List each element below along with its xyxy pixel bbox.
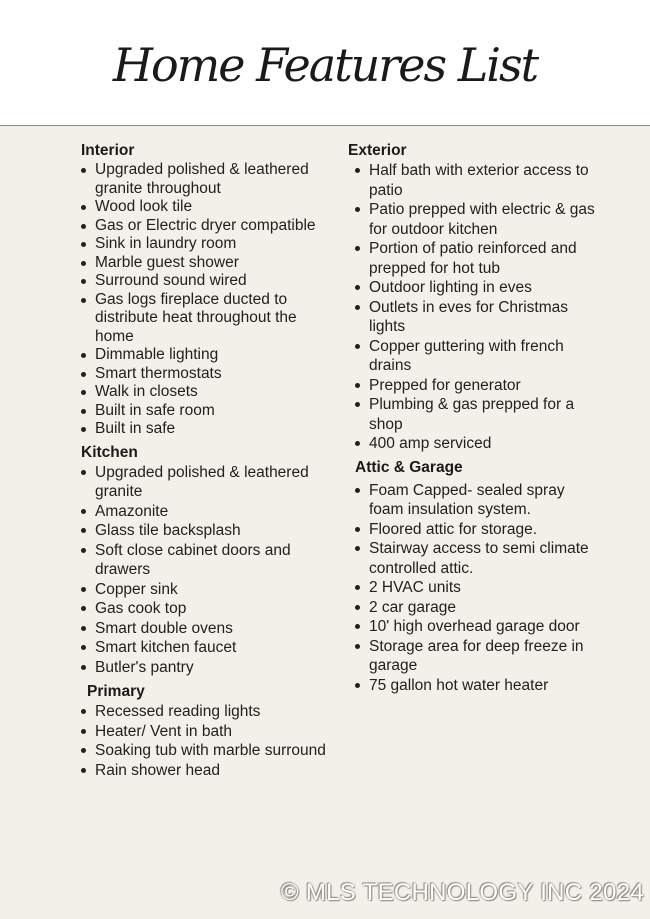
list-item: Amazonite — [81, 502, 331, 522]
list-item: 2 car garage — [355, 598, 598, 618]
kitchen-list — [81, 463, 331, 678]
list-item: 2 HVAC units — [355, 578, 598, 598]
section-title-primary: Primary — [87, 683, 145, 700]
list-item: Gas or Electric dryer compatible — [81, 217, 331, 236]
list-item: Copper sink — [81, 580, 331, 600]
list-item: Smart kitchen faucet — [81, 638, 331, 658]
list-item: Floored attic for storage. — [355, 520, 598, 540]
page-header — [0, 0, 650, 126]
exterior-list — [355, 161, 598, 454]
list-item: Recessed reading lights — [81, 702, 331, 722]
list-item: Stairway access to semi climate controlled attic. — [355, 539, 598, 578]
list-item: Gas logs fireplace ducted to distribute heat throughout the home — [81, 291, 331, 347]
list-item: Outlets in eves for Christmas lights — [355, 298, 598, 337]
page-title: Home Features List — [112, 38, 538, 92]
section-title-exterior: Exterior — [348, 142, 407, 159]
list-item: Storage area for deep freeze in garage — [355, 637, 598, 676]
list-item: Built in safe room — [81, 402, 331, 421]
list-item: Butler's pantry — [81, 658, 331, 678]
list-item: Dimmable lighting — [81, 346, 331, 365]
section-title-kitchen: Kitchen — [81, 443, 138, 461]
list-item: Plumbing & gas prepped for a shop — [355, 395, 598, 434]
list-item: Patio prepped with electric & gas for outdoor kitchen — [355, 200, 598, 239]
list-item: Soft close cabinet doors and drawers — [81, 541, 331, 580]
list-item: Half bath with exterior access to patio — [355, 161, 598, 200]
list-item: Marble guest shower — [81, 254, 331, 273]
list-item: Upgraded polished & leathered granite — [81, 463, 331, 502]
interior-list — [81, 161, 331, 439]
list-item: 10' high overhead garage door — [355, 617, 598, 637]
list-item: 400 amp serviced — [355, 434, 598, 454]
list-item: Sink in laundry room — [81, 235, 331, 254]
attic-garage-list — [355, 481, 598, 696]
list-item: Copper guttering with french drains — [355, 337, 598, 376]
list-item: Rain shower head — [81, 761, 331, 781]
primary-list — [81, 702, 331, 780]
list-item: Smart double ovens — [81, 619, 331, 639]
list-item: Wood look tile — [81, 198, 331, 217]
list-item: Portion of patio reinforced and prepped for hot tub — [355, 239, 598, 278]
copyright-watermark: © MLS TECHNOLOGY INC 2024 — [280, 879, 644, 906]
list-item: Foam Capped- sealed spray foam insulation system. — [355, 481, 598, 520]
left-column — [81, 140, 331, 783]
list-item: Heater/ Vent in bath — [81, 722, 331, 742]
list-item: Smart thermostats — [81, 365, 331, 384]
section-title-interior: Interior — [81, 142, 135, 159]
list-item: Outdoor lighting in eves — [355, 278, 598, 298]
section-title-attic-garage: Attic & Garage — [355, 458, 463, 476]
list-item: Built in safe — [81, 420, 331, 439]
list-item: Upgraded polished & leathered granite throughout — [81, 161, 331, 198]
right-column — [348, 140, 598, 698]
list-item: 75 gallon hot water heater — [355, 676, 598, 696]
list-item: Glass tile backsplash — [81, 521, 331, 541]
list-item: Gas cook top — [81, 599, 331, 619]
list-item: Prepped for generator — [355, 376, 598, 396]
list-item: Walk in closets — [81, 383, 331, 402]
list-item: Soaking tub with marble surround — [81, 741, 331, 761]
list-item: Surround sound wired — [81, 272, 331, 291]
